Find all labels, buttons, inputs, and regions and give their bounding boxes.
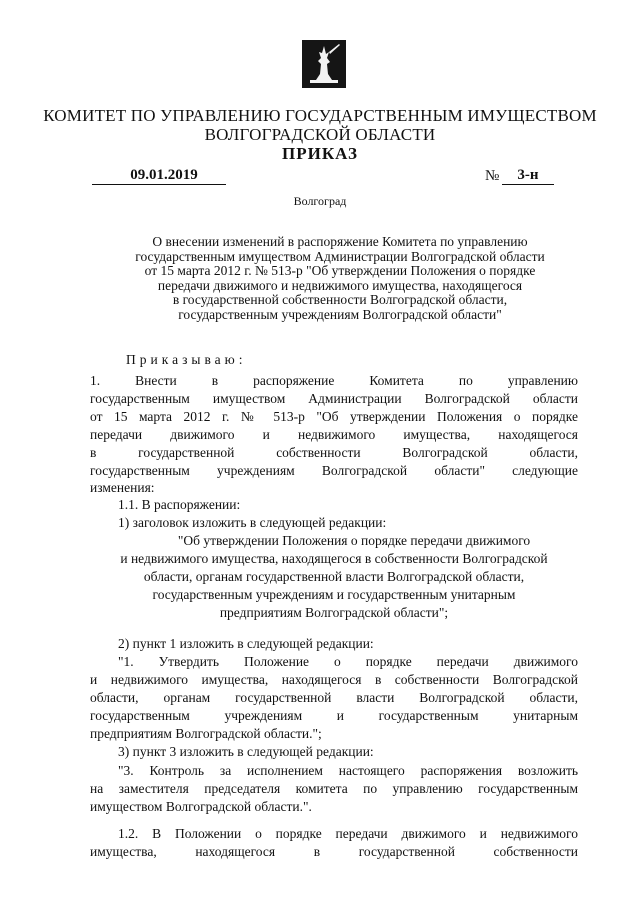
doc-type-title: ПРИКАЗ <box>282 144 358 163</box>
quote-line: области, органам государственной власти Волгоградской области, <box>143 569 525 584</box>
paragraph-line: передачи движимого и недвижимого имущества, находящегося <box>90 427 578 442</box>
subitem-heading: 3) пункт 3 изложить в следующей редакции: <box>118 744 374 759</box>
paragraph-line: в государственной собственности Волгоградской области, <box>90 445 578 460</box>
subparagraph-heading: 1.1. В распоряжении: <box>118 497 241 512</box>
paragraph-line: государственным имуществом Администрации Волгоградской области <box>90 391 578 406</box>
paragraph-line: изменения: <box>90 480 155 495</box>
title-line: от 15 марта 2012 г. № 513-р "Об утверждении Положения о порядке <box>144 263 536 278</box>
quote-line: государственным учреждениям и государственным унитарным <box>90 708 578 723</box>
order-word: Приказываю: <box>126 352 247 367</box>
number-sign: № <box>485 168 500 184</box>
order-date: 09.01.2019 <box>92 167 226 185</box>
quote-line: "1. Утвердить Положение о порядке передачи движимого <box>118 654 578 669</box>
paragraph-line: от 15 марта 2012 г. № 513-р "Об утверждении Положения о порядке <box>90 409 578 424</box>
paragraph-line: 1. Внести в распоряжение Комитета по управлению <box>90 373 578 388</box>
paragraph-line: государственным учреждениям Волгоградской области" следующие <box>90 463 578 478</box>
quote-line: на заместителя председателя комитета по управлению государственным <box>90 781 578 796</box>
org-name-line2: ВОЛГОГРАДСКОЙ ОБЛАСТИ <box>204 125 436 144</box>
subitem-heading: 2) пункт 1 изложить в следующей редакции: <box>118 636 374 651</box>
quote-line: "Об утверждении Положения о порядке передачи движимого <box>177 533 531 548</box>
quote-line: области, органам государственной власти Волгоградской области, <box>90 690 578 705</box>
volgograd-emblem-icon <box>302 40 346 88</box>
title-line: государственным имуществом Администрации Волгоградской области <box>135 248 545 264</box>
title-line: О внесении изменений в распоряжение Комитета по управлению <box>152 234 528 249</box>
order-subject-title <box>100 235 580 322</box>
city-name: Волгоград <box>293 194 347 208</box>
quote-line: и недвижимого имущества, находящегося в собственности Волгоградской <box>90 672 578 687</box>
subitem-heading: 1) заголовок изложить в следующей редакции: <box>118 515 387 530</box>
title-line: в государственной собственности Волгоградской области, <box>172 292 508 307</box>
paragraph-line: имущества, находящегося в государственной собственности <box>90 844 578 859</box>
org-name-line1: КОМИТЕТ ПО УПРАВЛЕНИЮ ГОСУДАРСТВЕННЫМ ИМУЩЕСТВОМ <box>43 106 597 125</box>
order-number: 3-н <box>502 167 554 185</box>
title-line: передачи движимого и недвижимого имущества, находящегося <box>157 277 523 293</box>
paragraph-line: 1.2. В Положении о порядке передачи движимого и недвижимого <box>118 826 578 841</box>
quote-line: государственным учреждениям и государственным унитарным <box>152 587 516 602</box>
quote-line: предприятиям Волгоградской области"; <box>219 605 449 620</box>
quote-line: имуществом Волгоградской области.". <box>90 799 312 814</box>
quote-line: "3. Контроль за исполнением настоящего распоряжения возложить <box>118 763 578 778</box>
quote-line: предприятиям Волгоградской области."; <box>90 726 322 741</box>
quote-line: и недвижимого имущества, находящегося в собственности Волгоградской <box>120 551 548 566</box>
title-line: государственным учреждениям Волгоградской области" <box>178 306 502 322</box>
